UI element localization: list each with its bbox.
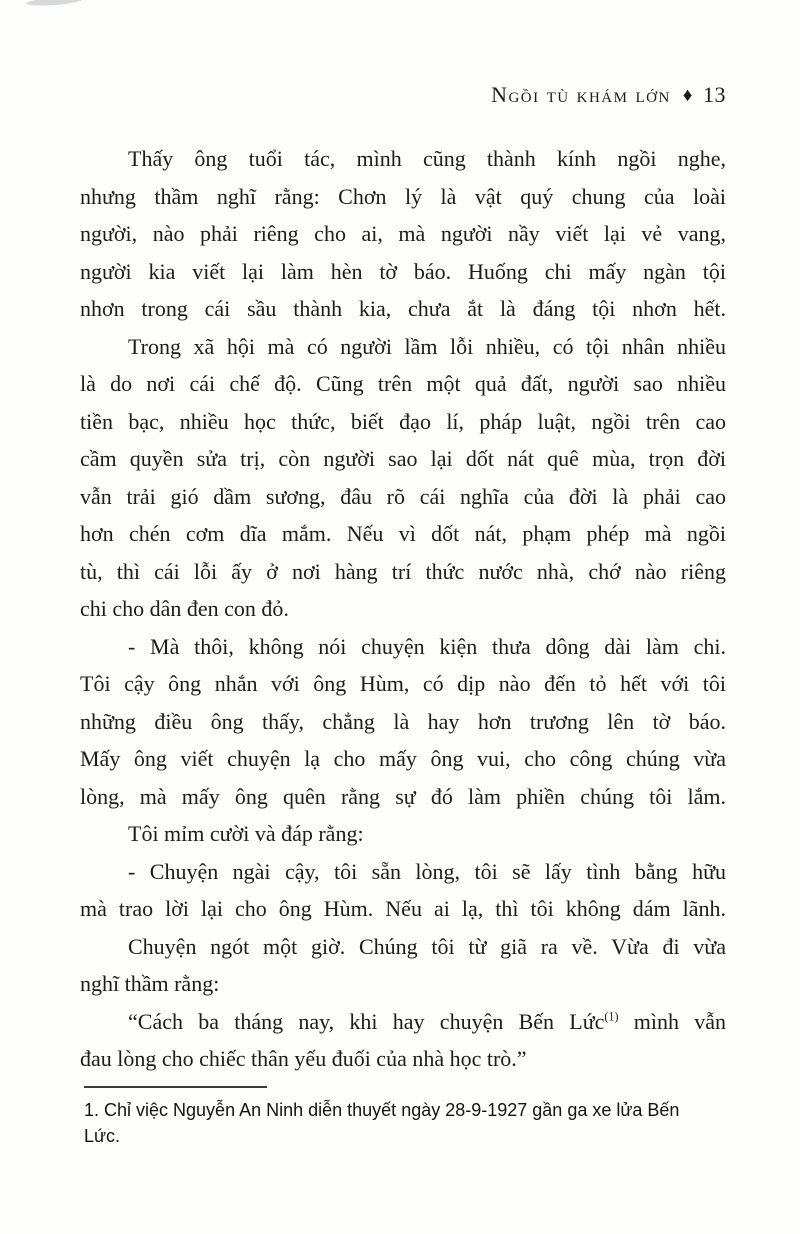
text-line: những điều ông thấy, chẳng là hay hơn trương lên tờ báo. xyxy=(80,708,726,734)
text-line: “Cách ba tháng nay, khi hay chuyện Bến Lức$^{(1)}$ mình vẫn xyxy=(128,1008,726,1034)
page-number: 13 xyxy=(703,82,726,107)
text-line: lòng, mà mấy ông quên rằng sự đó làm phiền chúng tôi lắm. xyxy=(80,783,726,809)
text-line: nhơn trong cái sầu thành kia, chưa ắt là đáng tội nhơn hết. xyxy=(80,296,726,321)
text-line: chi cho dân đen con đỏ. xyxy=(80,596,289,621)
text-line: là do nơi cái chế độ. Cũng trên một quả đất, người sao nhiều xyxy=(80,371,726,396)
text-line: nghĩ thầm rằng: xyxy=(80,971,220,996)
footnote-rule xyxy=(84,1086,267,1088)
text-line: vẫn trải gió dầm sương, đâu rõ cái nghĩa của đời là phải cao xyxy=(80,483,726,509)
text-line: - Chuyện ngài cậy, tôi sẵn lòng, tôi sẽ lấy tình bằng hữu xyxy=(128,858,726,884)
text-line: tù, thì cái lỗi ấy ở nơi hàng trí thức nước nhà, chớ nào riêng xyxy=(80,558,726,584)
text-line: cầm quyền sửa trị, còn người sao lại dốt nát quê mùa, trọn đời xyxy=(80,446,726,471)
text-line: tiền bạc, nhiều học thức, biết đạo lí, pháp luật, ngồi trên cao xyxy=(80,408,726,434)
text-line: Trong xã hội mà có người lầm lỗi nhiều, có tội nhân nhiều xyxy=(128,333,726,359)
body-text xyxy=(80,140,726,1078)
text-line: đau lòng cho chiếc thân yếu đuối của nhà học trò.” xyxy=(80,1046,527,1071)
text-line: người, nào phải riêng cho ai, mà người nầy viết lại vẻ vang, xyxy=(80,221,726,246)
text-line: Mấy ông viết chuyện lạ cho mấy ông vui, cho công chúng vừa xyxy=(80,746,726,771)
footnote: 1. Chỉ việc Nguyễn An Ninh diễn thuyết ngày 28-9-1927 gần ga xe lửa Bến Lức. xyxy=(84,1100,680,1146)
text-line: hơn chén cơm dĩa mắm. Nếu vì dốt nát, phạm phép mà ngồi xyxy=(80,521,726,546)
page-header xyxy=(491,82,726,108)
text-line: mà trao lời lại cho ông Hùm. Nếu ai lạ, thì tôi không dám lãnh. xyxy=(80,896,726,921)
text-line: nhưng thầm nghĩ rằng: Chơn lý là vật quý chung của loài xyxy=(80,183,726,209)
text-line: Chuyện ngót một giờ. Chúng tôi từ giã ra về. Vừa đi vừa xyxy=(128,933,726,959)
text-line: Tôi cậy ông nhắn với ông Hùm, có dịp nào đến tỏ hết với tôi xyxy=(80,671,726,696)
scan-artifact-smudge xyxy=(26,0,82,7)
text-line: - Mà thôi, không nói chuyện kiện thưa dông dài làm chi. xyxy=(128,633,726,659)
footnote-marker: (1) xyxy=(604,1009,619,1024)
text-line: Tôi mỉm cười và đáp rằng: xyxy=(128,821,364,846)
running-title: Ngồi tù khám lớn xyxy=(491,82,671,107)
diamond-icon: ♦ xyxy=(682,85,693,106)
text-line: người kia viết lại làm hèn tờ báo. Huống chi mấy ngàn tội xyxy=(80,258,726,284)
text-line: Thấy ông tuổi tác, mình cũng thành kính ngồi nghe, xyxy=(128,146,726,171)
